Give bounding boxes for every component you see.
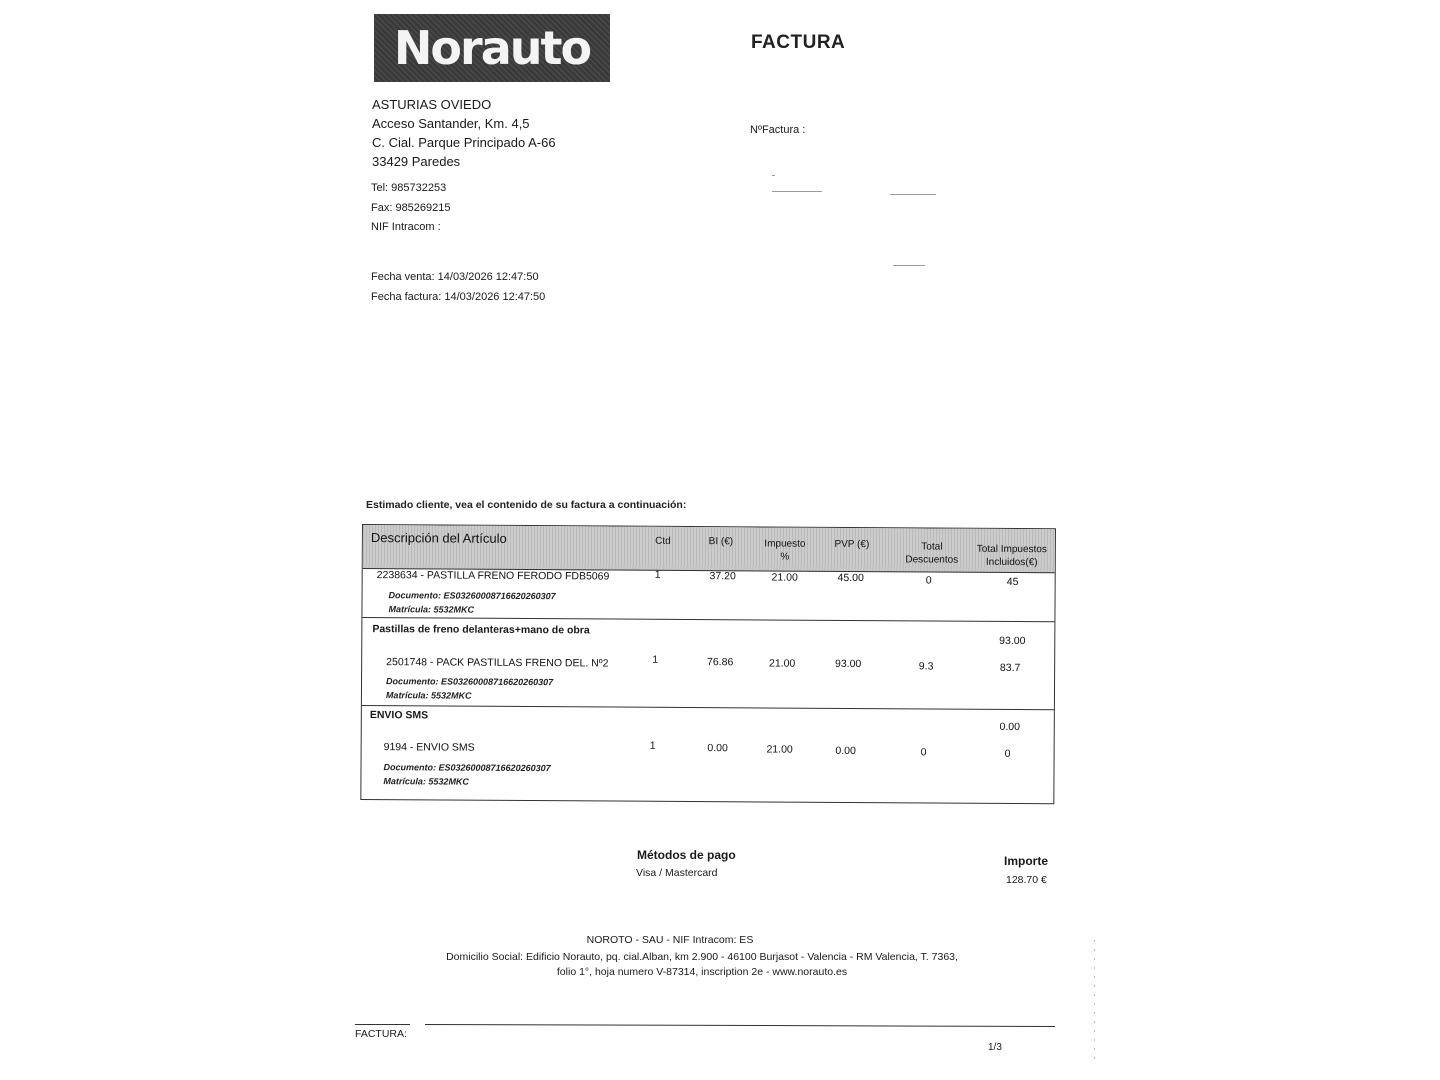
group-title: ENVIO SMS xyxy=(369,709,429,722)
header-disc-line1: Total xyxy=(921,541,943,553)
item-tax: 21.00 xyxy=(766,743,793,756)
item-discount: 0 xyxy=(920,746,927,759)
row-divider xyxy=(362,705,1054,710)
item-description: 9194 - ENVIO SMS xyxy=(383,741,475,754)
row-divider xyxy=(362,617,1054,622)
item-plate: Matrícula: 5532MKC xyxy=(385,690,472,701)
payment-methods-label: Métodos de pago xyxy=(637,848,736,862)
header-qty: Ctd xyxy=(655,535,671,547)
item-bi: 37.20 xyxy=(709,570,736,583)
norauto-logo xyxy=(374,14,610,82)
header-pvp: PVP (€) xyxy=(834,538,870,551)
item-qty: 1 xyxy=(654,568,661,581)
header-discounts xyxy=(899,540,965,566)
payment-method: Visa / Mastercard xyxy=(636,867,718,879)
item-bi: 76.86 xyxy=(706,656,734,669)
item-document: Documento: ES03260008716620260307 xyxy=(383,762,551,774)
invoice-dates xyxy=(371,268,545,307)
redaction-mark xyxy=(890,194,936,195)
table-header xyxy=(363,525,1055,573)
item-plate: Matrícula: 5532MKC xyxy=(383,776,469,787)
item-bi: 0.00 xyxy=(707,742,728,755)
item-discount: 9.3 xyxy=(918,660,934,673)
store-contact xyxy=(371,179,451,238)
footer-company xyxy=(0,934,1340,946)
item-description: 2501748 - PACK PASTILLAS FRENO DEL. Nº2 xyxy=(386,656,609,670)
address-line: C. Cial. Parque Principado A-66 xyxy=(372,135,556,150)
address-line: Acceso Santander, Km. 4,5 xyxy=(372,116,530,131)
scan-artifact xyxy=(1094,940,1095,1060)
amount-label: Importe xyxy=(1004,854,1049,868)
item-document: Documento: ES03260008716620260307 xyxy=(388,590,556,602)
group-total: 0.00 xyxy=(999,720,1021,734)
item-total: 83.7 xyxy=(999,661,1021,675)
redaction-mark xyxy=(772,175,775,176)
invoice-date: Fecha factura: 14/03/2026 12:47:50 xyxy=(371,290,546,303)
header-total xyxy=(969,543,1055,570)
group-total: 93.00 xyxy=(999,634,1026,648)
item-description: 2238634 - PASTILLA FRENO FERODO FDB5069 xyxy=(376,569,610,583)
header-bi: BI (€) xyxy=(708,536,734,548)
item-tax: 21.00 xyxy=(768,657,796,670)
item-total: 0 xyxy=(1004,747,1011,760)
footer-factura-label: FACTURA: xyxy=(355,1028,407,1040)
header-total-line2: Incluidos(€) xyxy=(985,556,1038,569)
group-title: Pastillas de freno delanteras+mano de obra xyxy=(372,623,590,637)
header-description: Descripción del Artículo xyxy=(370,530,507,546)
store-name: ASTURIAS OVIEDO xyxy=(372,97,492,112)
item-discount: 0 xyxy=(925,574,932,587)
page-number: 1/3 xyxy=(988,1042,1002,1053)
store-address xyxy=(372,95,556,171)
invoice-number-label: NºFactura : xyxy=(750,124,806,136)
item-tax: 21.00 xyxy=(771,571,798,584)
store-nif: NIF Intracom : xyxy=(371,221,441,233)
footer-address: Domicilio Social: Edificio Norauto, pq. cial.Alban, km 2.900 - 46100 Burjasot - Valencia - RM Valencia, T. 7363, folio 1°, hoja numero V-87314, inscription 2e - www.norauto.es xyxy=(446,951,958,978)
sale-date: Fecha venta: 14/03/2026 12:47:50 xyxy=(371,271,539,283)
header-total-line1: Total Impuestos xyxy=(976,543,1047,556)
footer-line xyxy=(425,1024,1055,1027)
item-qty: 1 xyxy=(649,739,656,752)
intro-text: Estimado cliente, vea el contenido de su factura a continuación: xyxy=(366,499,687,511)
item-document: Documento: ES03260008716620260307 xyxy=(386,676,554,688)
item-pvp: 45.00 xyxy=(837,571,864,585)
header-tax-line2: % xyxy=(780,551,790,563)
item-pvp: 0.00 xyxy=(835,744,856,758)
redaction-mark xyxy=(893,265,925,266)
logo-text: Norauto xyxy=(393,21,591,75)
store-fax: Fax: 985269215 xyxy=(371,201,451,214)
items-table xyxy=(360,524,1056,804)
document-title: FACTURA xyxy=(751,32,846,53)
redaction-mark xyxy=(772,191,822,192)
address-line: 33429 Paredes xyxy=(372,154,461,169)
item-plate: Matrícula: 5532MKC xyxy=(388,604,475,615)
item-pvp: 93.00 xyxy=(834,657,862,671)
store-tel: Tel: 985732253 xyxy=(371,182,447,194)
header-tax xyxy=(753,537,817,563)
footer-company-text: NOROTO - SAU - NIF Intracom: ES xyxy=(586,934,754,946)
footer-line xyxy=(355,1024,410,1025)
item-qty: 1 xyxy=(652,653,659,666)
amount-value: 128.70 € xyxy=(1006,874,1047,886)
header-tax-line1: Impuesto xyxy=(764,538,806,550)
item-total: 45 xyxy=(1006,575,1019,589)
header-disc-line2: Descuentos xyxy=(905,554,959,566)
